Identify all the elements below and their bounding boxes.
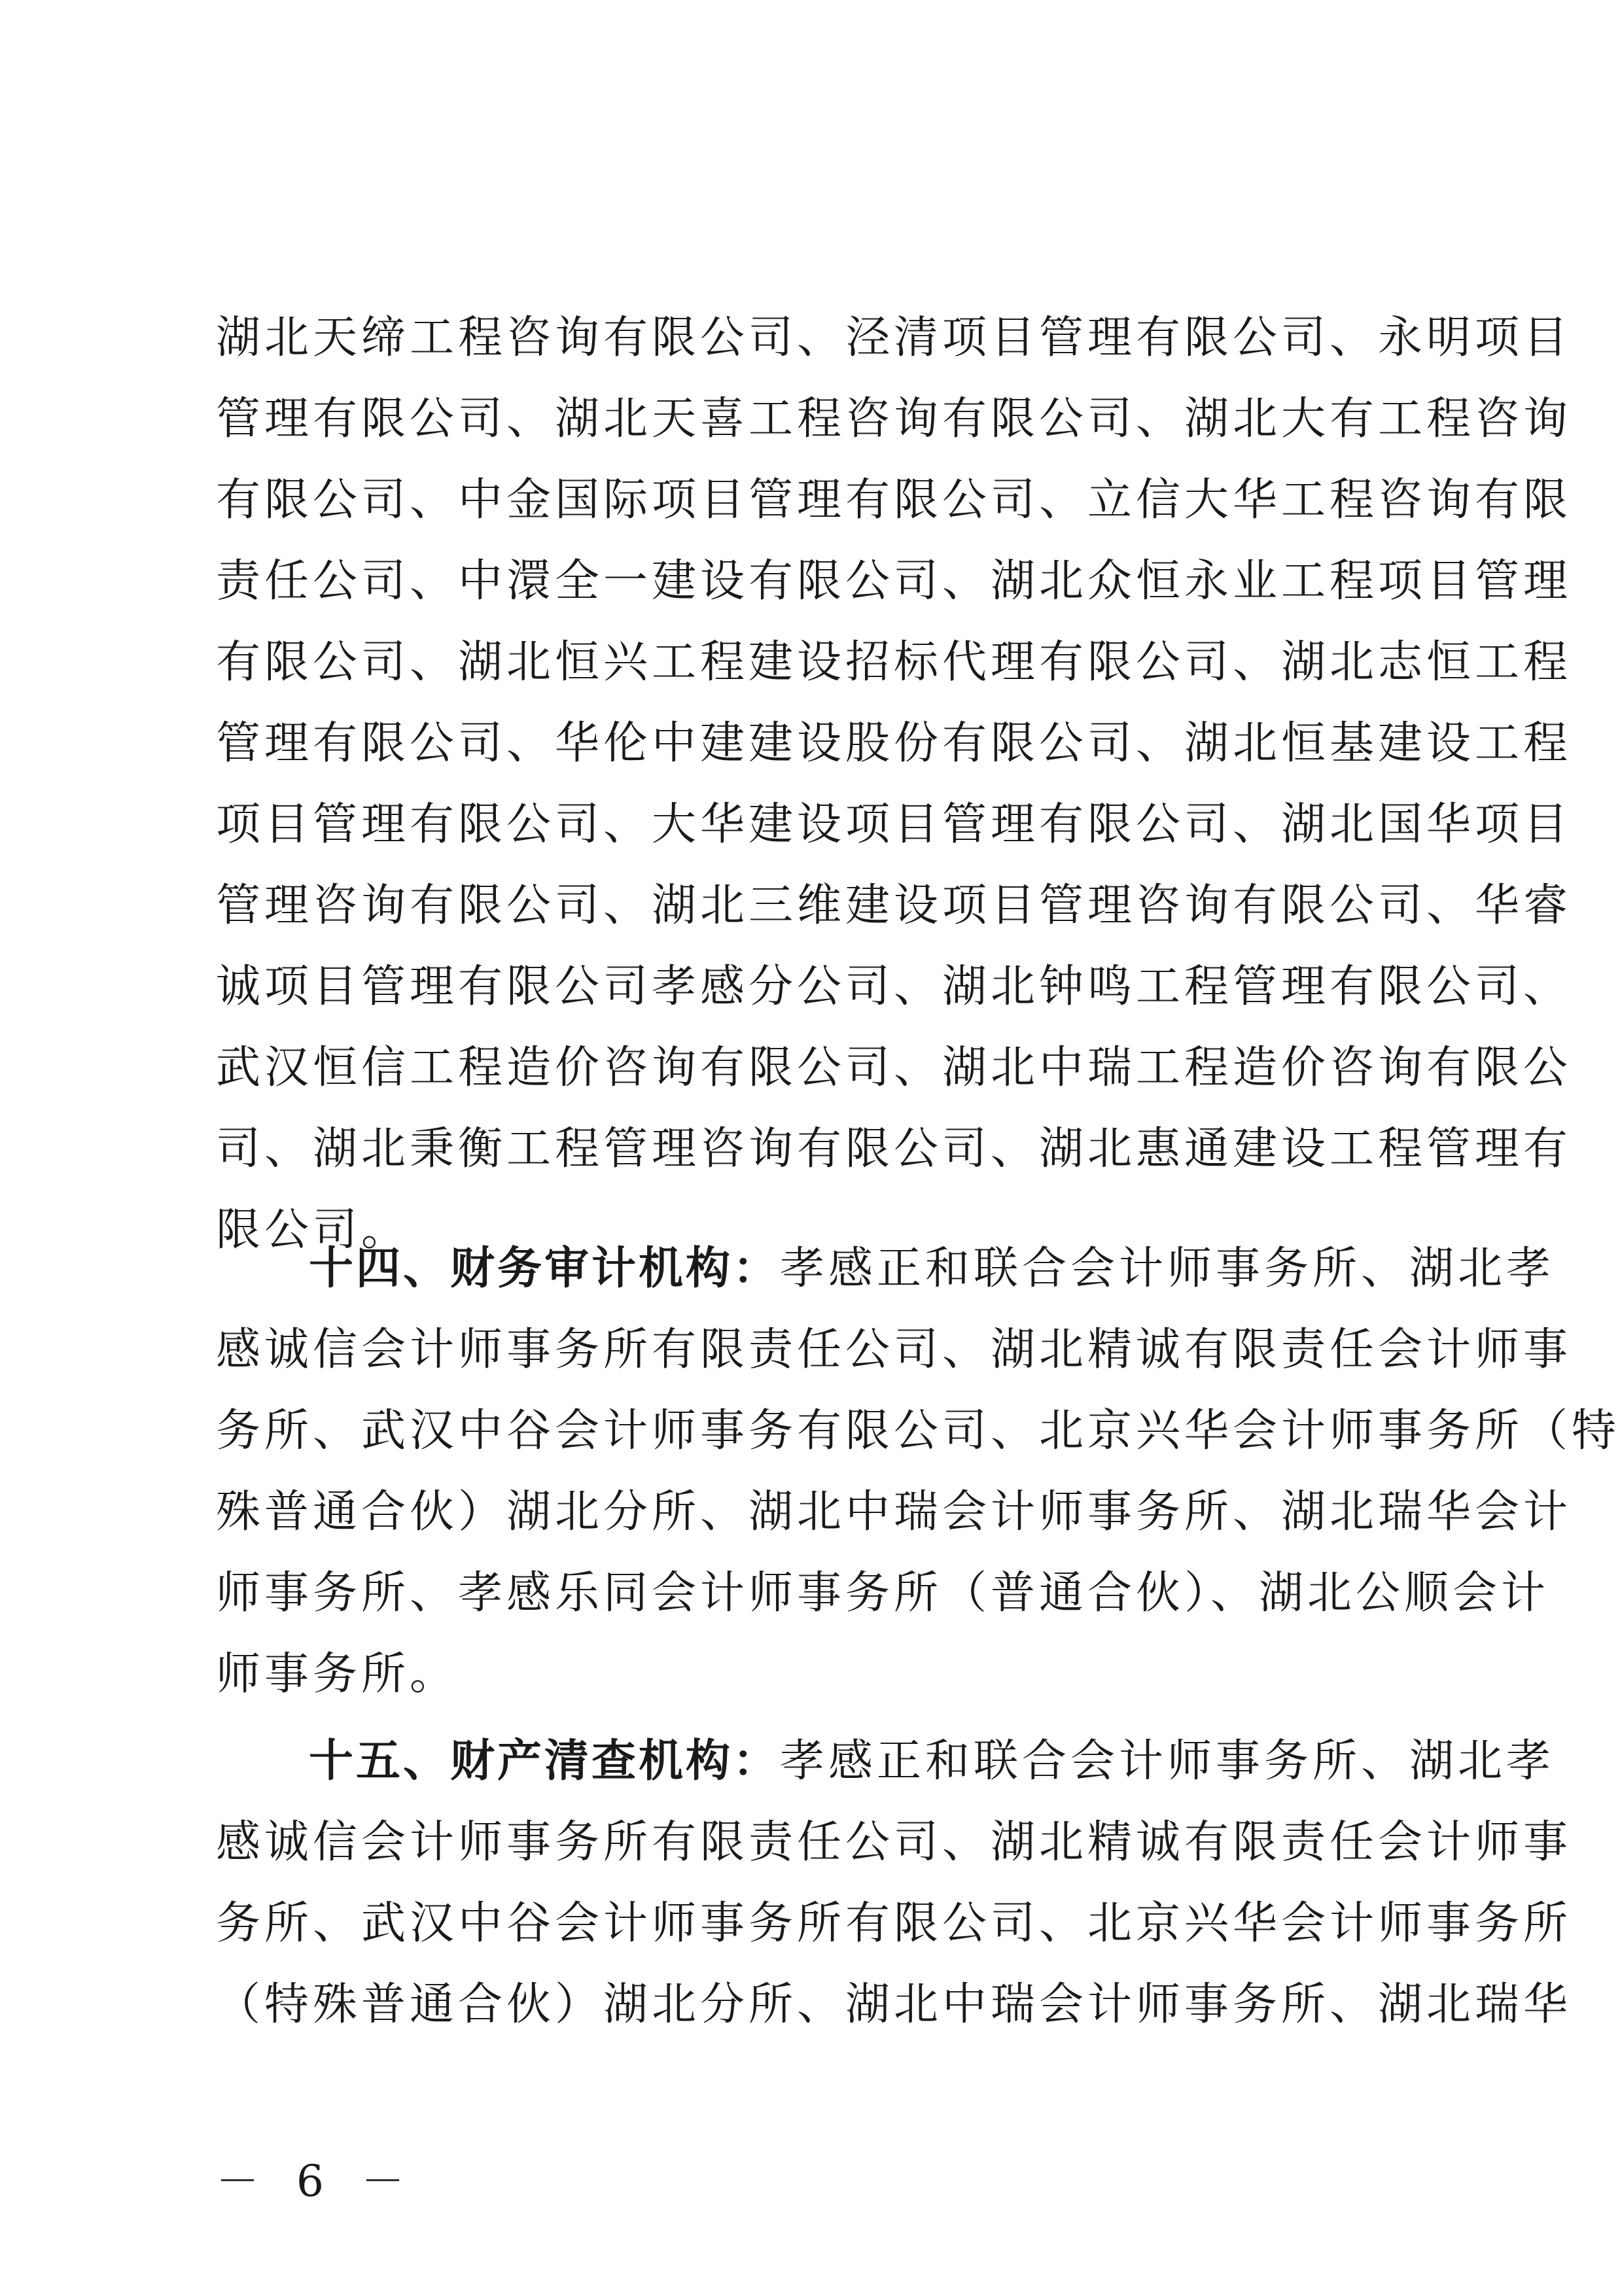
section-heading: 十四、财务审计机构： <box>309 1243 781 1295</box>
paragraph-line: 师事务所、孝感乐同会计师事务所（普通合伙）、湖北公顺会计 <box>216 1567 1550 1619</box>
paragraph-line: 司、湖北秉衡工程管理咨询有限公司、湖北惠通建设工程管理有 <box>216 1123 1572 1175</box>
paragraph-line: 项目管理有限公司、大华建设项目管理有限公司、湖北国华项目 <box>216 799 1572 850</box>
paragraph-line: 有限公司、湖北恒兴工程建设招标代理有限公司、湖北志恒工程 <box>216 636 1572 688</box>
page-number: － 6 － <box>216 2156 416 2206</box>
section-15-property-inventory <box>216 1721 1572 2045</box>
paragraph-line: 湖北天缔工程咨询有限公司、泾清项目管理有限公司、永明项目 <box>216 312 1572 364</box>
paragraph-line: 责任公司、中澴全一建设有限公司、湖北众恒永业工程项目管理 <box>216 555 1572 607</box>
paragraph-line: 有限公司、中金国际项目管理有限公司、立信大华工程咨询有限 <box>216 474 1572 526</box>
paragraph-line: 管理咨询有限公司、湖北三维建设项目管理咨询有限公司、华睿 <box>216 880 1572 931</box>
paragraph-line: 师事务所。 <box>216 1648 459 1700</box>
paragraph-line: 感诚信会计师事务所有限责任公司、湖北精诚有限责任会计师事 <box>216 1324 1572 1376</box>
paragraph-line: 管理有限公司、湖北天喜工程咨询有限公司、湖北大有工程咨询 <box>216 393 1572 445</box>
paragraph-line: 感诚信会计师事务所有限责任公司、湖北精诚有限责任会计师事 <box>216 1817 1572 1868</box>
paragraph-line: 诚项目管理有限公司孝感分公司、湖北钟鸣工程管理有限公司、 <box>216 961 1572 1013</box>
paragraph-line: 管理有限公司、华伦中建建设股份有限公司、湖北恒基建设工程 <box>216 718 1572 769</box>
paragraph-line: （特殊普通合伙）湖北分所、湖北中瑞会计师事务所、湖北瑞华 <box>216 1979 1572 2030</box>
section-text: 孝感正和联合会计师事务所、湖北孝 <box>780 1735 1555 1787</box>
paragraph-line: 务所、武汉中谷会计师事务有限公司、北京兴华会计师事务所（特 <box>216 1405 1620 1457</box>
paragraph-line: 殊普通合伙）湖北分所、湖北中瑞会计师事务所、湖北瑞华会计 <box>216 1486 1572 1538</box>
paragraph-line: 限公司。 <box>216 1204 410 1256</box>
section-14-financial-audit <box>216 1228 1620 1715</box>
section-heading: 十五、财产清查机构： <box>309 1735 781 1787</box>
paragraph-line: 务所、武汉中谷会计师事务所有限公司、北京兴华会计师事务所 <box>216 1898 1572 1949</box>
section-first-line <box>216 1228 1555 1310</box>
section-first-line <box>216 1721 1555 1802</box>
section-text: 孝感正和联合会计师事务所、湖北孝 <box>780 1243 1555 1295</box>
paragraph-line: 武汉恒信工程造价咨询有限公司、湖北中瑞工程造价咨询有限公 <box>216 1042 1572 1094</box>
